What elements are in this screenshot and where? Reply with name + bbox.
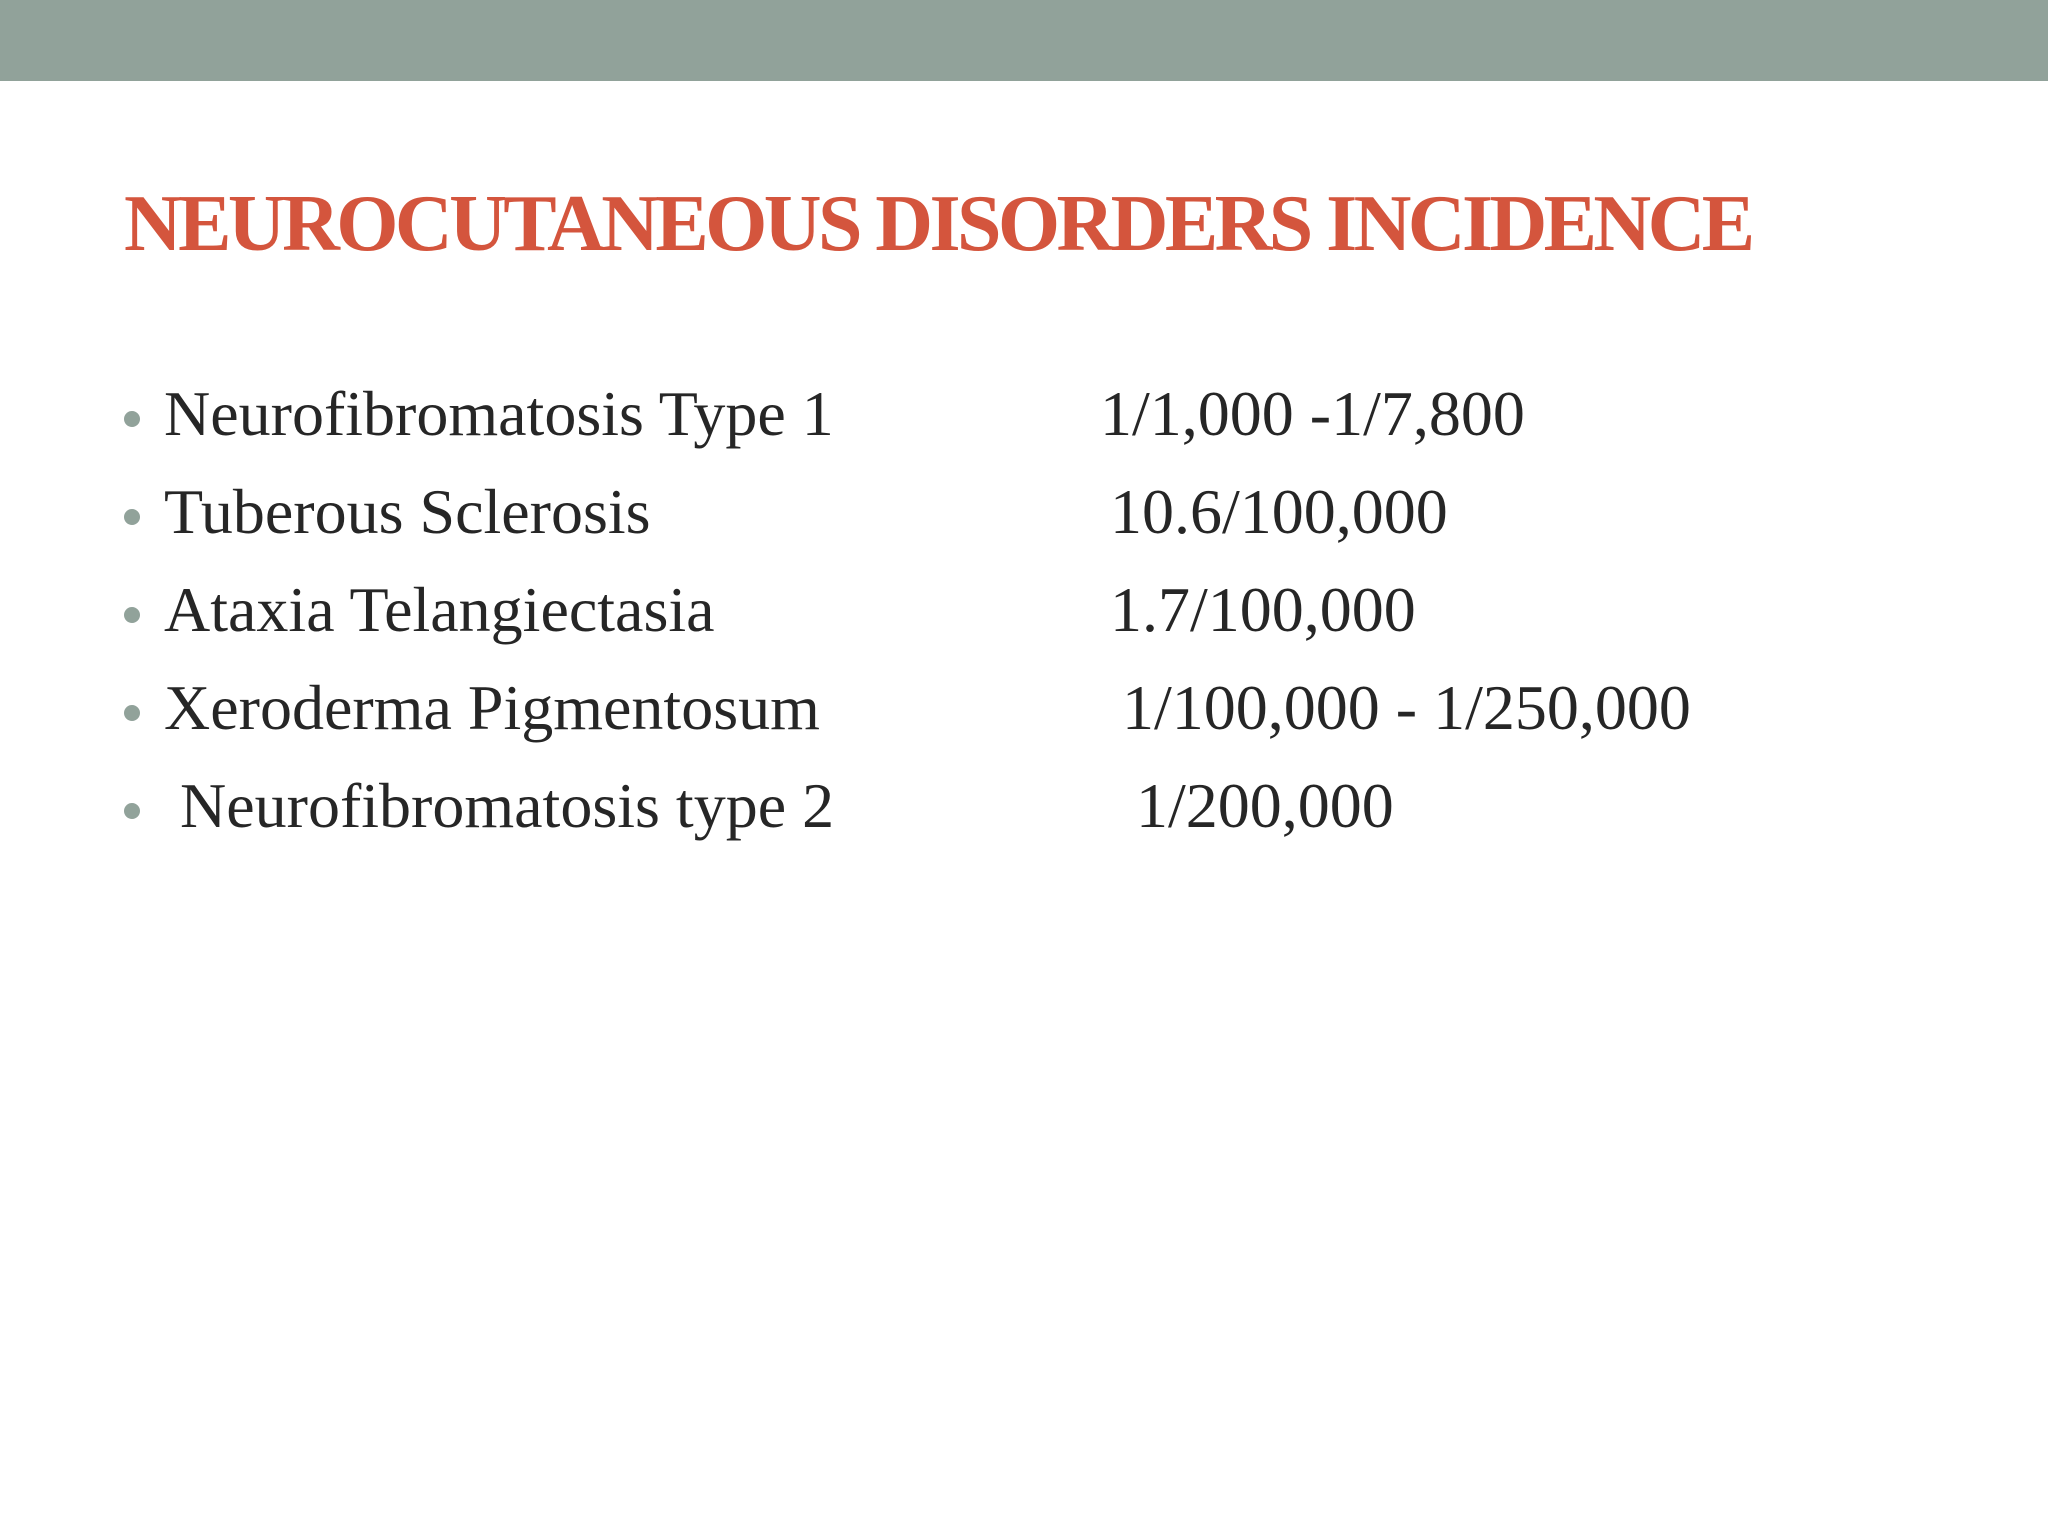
list-item [0,770,2048,864]
incidence-value: 1/1,000 -1/7,800 [1100,378,1525,449]
list-item [0,574,2048,668]
bullet-dot-icon [124,705,140,721]
incidence-value: 10.6/100,000 [1110,476,1448,547]
list-item [0,476,2048,570]
bullet-dot-icon [124,509,140,525]
bullet-dot-icon [124,607,140,623]
bullet-dot-icon [124,411,140,427]
disorder-name: Ataxia Telangiectasia [164,574,715,645]
slide-title: NEUROCUTANEOUS DISORDERS INCIDENCE [124,180,1752,268]
disorder-name: Neurofibromatosis Type 1 [164,378,834,449]
incidence-value: 1.7/100,000 [1110,574,1416,645]
incidence-value: 1/100,000 - 1/250,000 [1122,672,1691,743]
incidence-value: 1/200,000 [1136,770,1394,841]
disorder-name: Neurofibromatosis type 2 [180,770,835,841]
list-item [0,672,2048,766]
bullet-dot-icon [124,803,140,819]
disorder-name: Tuberous Sclerosis [164,476,651,547]
list-item [0,378,2048,472]
disorder-name: Xeroderma Pigmentosum [164,672,820,743]
